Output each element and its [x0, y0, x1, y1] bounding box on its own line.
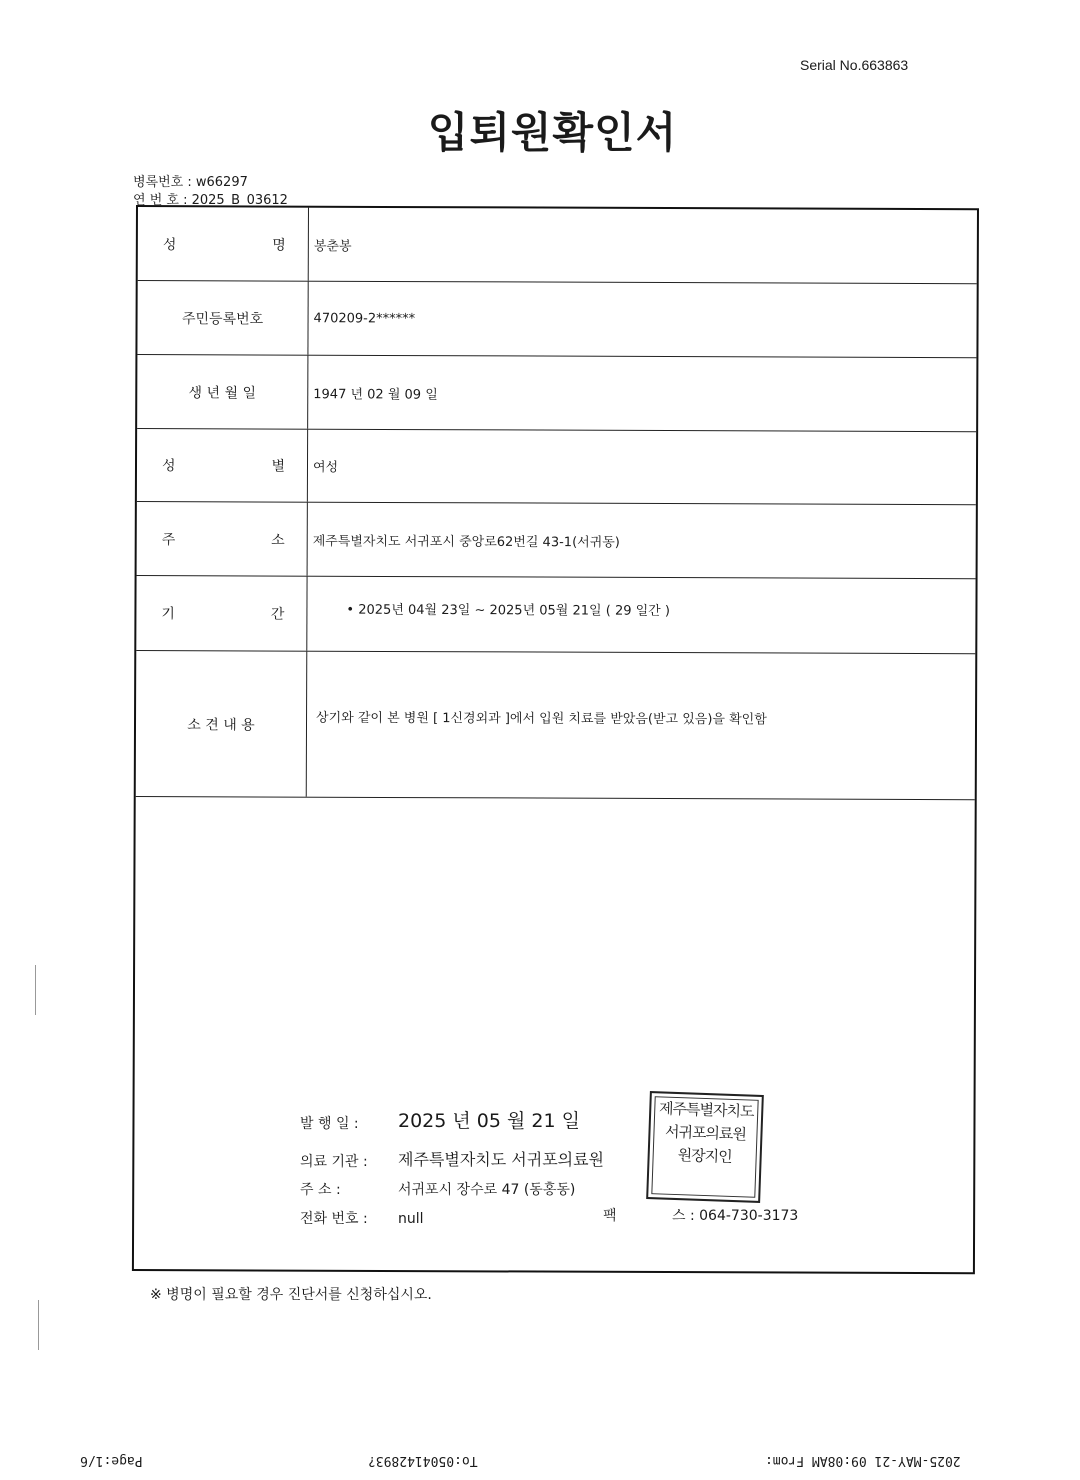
period-label-b: 간: [270, 606, 285, 623]
row-opinion: [136, 651, 976, 800]
phone-label: 전화 번호 :: [300, 1211, 368, 1227]
seal-line-3: 원장지인: [677, 1146, 732, 1166]
name-value: 봉춘봉: [313, 238, 352, 254]
issue-date-value: 2025 년 05 월 21 일: [398, 1110, 580, 1132]
record-number: 병록번호 : w66297: [133, 175, 248, 190]
sex-label: [137, 429, 308, 502]
opinion-label: [136, 651, 308, 797]
fax-label: 팩: [603, 1208, 617, 1224]
name-label-b: 명: [272, 237, 286, 254]
resident-id-value: 470209-2******: [313, 310, 416, 327]
row-birth: [137, 355, 976, 432]
period-label: [136, 576, 307, 651]
fax-recipient: To:0504142893?: [368, 1453, 478, 1468]
name-label-a: 성: [162, 236, 177, 253]
scan-artifact-line: [35, 965, 36, 1015]
seal-text: [651, 1096, 758, 1198]
row-name: [138, 207, 977, 284]
seal-line-1: 제주특별자치도: [658, 1099, 754, 1121]
resident-id-label: [137, 281, 308, 355]
official-seal-stamp: [646, 1091, 764, 1203]
address-label: [137, 502, 308, 576]
sex-label-b: 별: [271, 458, 286, 475]
opinion-label-text: 소 견 내 용: [187, 716, 255, 733]
institution-label: 의료 기관 :: [300, 1154, 368, 1170]
row-period: [136, 576, 975, 654]
sex-label-a: 성: [161, 458, 176, 475]
footnote: ※ 병명이 필요할 경우 진단서를 신청하십시오.: [150, 1287, 432, 1303]
document-title: 입퇴원확인서: [427, 108, 678, 157]
row-sex: [137, 429, 976, 505]
institution-address-label: 주 소 :: [300, 1182, 341, 1198]
institution-value: 제주특별자치도 서귀포의료원: [398, 1150, 605, 1169]
address-label-a: 주: [161, 531, 176, 548]
birth-value: 1947 년 02 월 09 일: [313, 386, 438, 403]
opinion-value: 상기와 같이 본 병원 [ 1신경외과 ]에서 입원 치료를 받았음(받고 있음)을 확인함: [316, 710, 767, 727]
document-serial: 연 번 호 : 2025_B_03612: [133, 193, 288, 208]
name-label: [138, 207, 309, 281]
fax-timestamp: 2025-MAY-21 09:08AM From:: [765, 1453, 961, 1468]
period-value: • 2025년 04월 23일 ~ 2025년 05월 21일 ( 29 일간 ): [346, 602, 670, 619]
seal-line-2: 서귀포의료원: [664, 1122, 747, 1144]
birth-label: [137, 355, 308, 429]
row-address: [137, 502, 976, 579]
fax-page-number: Page:1/6: [80, 1453, 143, 1468]
institution-address-value: 서귀포시 장수로 47 (동홍동): [398, 1182, 576, 1198]
serial-number: Serial No.663863: [800, 57, 909, 73]
issue-date-label: 발 행 일 :: [300, 1116, 359, 1132]
period-label-a: 기: [161, 606, 175, 623]
phone-value: null: [398, 1211, 424, 1227]
birth-label-text: 생 년 월 일: [188, 384, 257, 401]
sex-value: 여성: [312, 460, 339, 476]
address-label-b: 소: [271, 532, 285, 549]
scan-artifact-line: [38, 1300, 39, 1350]
resident-id-label-text: 주민등록번호: [181, 310, 264, 327]
address-value: 제주특별자치도 서귀포시 중앙로62번길 43-1(서귀동): [312, 533, 620, 550]
row-resident-id: [137, 281, 976, 358]
fax-value: 스 : 064-730-3173: [672, 1208, 799, 1224]
